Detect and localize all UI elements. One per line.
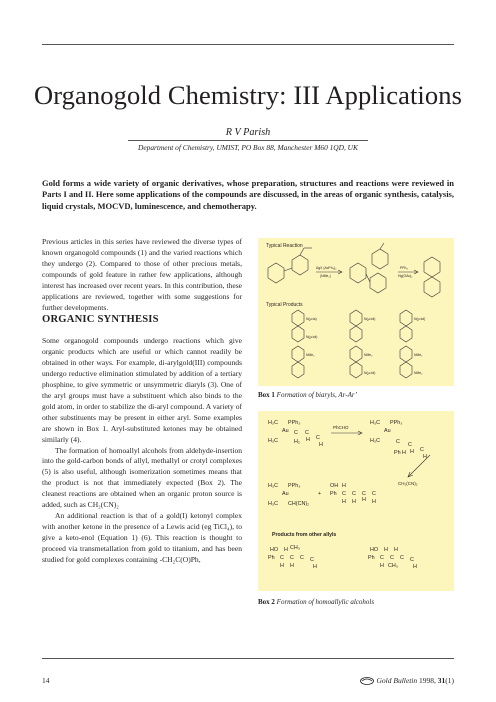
box2-caption-label: Box 2 [258, 598, 275, 606]
article-title: Organogold Chemistry: III Applications [34, 80, 462, 110]
top-rule [42, 44, 454, 45]
svg-text:H₃C: H₃C [370, 420, 380, 426]
box1-reagent-2: PPh₃ [400, 266, 408, 270]
box1-figure [258, 238, 454, 386]
svg-text:Ph: Ph [268, 555, 275, 561]
svg-text:C: C [408, 442, 412, 448]
svg-text:CH₃: CH₃ [388, 563, 398, 569]
box2-reagent: PhCHO [333, 425, 349, 430]
svg-text:PPh₃: PPh₃ [390, 420, 403, 426]
svg-text:H: H [384, 547, 388, 553]
ring-a [268, 263, 284, 283]
box1-heading-top: Typical Reaction [266, 243, 303, 249]
svg-text:OH: OH [330, 483, 339, 489]
svg-text:H₂: H₂ [294, 439, 300, 445]
body-column [42, 336, 242, 566]
box1-caption [258, 391, 357, 399]
ring-b [292, 255, 308, 275]
box1-label: NMe₂ [306, 353, 315, 357]
svg-text:H: H [402, 450, 406, 456]
bottom-rule [42, 658, 454, 659]
svg-text:PPh₃: PPh₃ [288, 483, 301, 489]
svg-text:PPh₃: PPh₃ [288, 420, 301, 426]
box2-figure [258, 411, 454, 591]
svg-text:HO: HO [370, 547, 379, 553]
svg-text:Ph: Ph [368, 555, 375, 561]
svg-text:C: C [300, 555, 304, 561]
svg-text:CH(CN)₂: CH(CN)₂ [288, 501, 310, 507]
svg-text:Au: Au [282, 428, 289, 434]
box1-label: NMe₂ [364, 353, 373, 357]
page-number: 14 [42, 676, 50, 685]
box2-caption [258, 598, 374, 606]
svg-text:CH₂(CN)₂: CH₂(CN)₂ [398, 481, 418, 486]
box2-scheme [258, 411, 454, 591]
svg-text:H: H [306, 437, 310, 443]
journal-name: Gold Bulletin [376, 676, 418, 685]
svg-text:H: H [372, 499, 376, 505]
svg-text:H₃C: H₃C [268, 483, 278, 489]
svg-text:CH₃: CH₃ [290, 545, 300, 551]
svg-text:H₃C: H₃C [268, 438, 278, 444]
svg-text:H₃C: H₃C [268, 501, 278, 507]
journal-year: 1998, [419, 676, 436, 685]
svg-text:C: C [400, 555, 404, 561]
svg-text:H: H [290, 563, 294, 569]
box1-label: NMe₂ [414, 371, 423, 375]
paragraph-3: An additional reaction is that of a gold(I) ketonyl complex with another ketone in the presence of a Lewis acid (eg TiCl₄), to give a keto-enol (Equation 1) (6). This reaction is thought to proceed via transmetallation from gold to titanium, and has been studied for gold complexes containing -CH₂C(O)Ph, [42, 511, 242, 565]
svg-text:C: C [316, 435, 320, 441]
section-heading: ORGANIC SYNTHESIS [42, 314, 159, 325]
paragraph-1: Some organogold compounds undergo reactions which give organic products which are useful or which cannot readily be obtained in other ways. For example, di-arylgold(III) compounds undergo reductive elimination stimulated by addition of a tertiary phosphine, to give symmetric or unsymmetric diaryls (3). One of the aryl groups must have a substituent which also binds to the gold atom, in order to stabilize the di-aryl compound. A variety of other substituents may be present in either aryl. Some examples are shown in Box 1. Aryl-substituted ketones may be obtained similarly (4). [42, 336, 242, 444]
svg-text:C: C [342, 491, 346, 497]
author-rule [128, 140, 368, 141]
journal-issue: (1) [445, 676, 454, 685]
box1-caption-label: Box 1 [258, 391, 275, 399]
svg-text:Ph: Ph [330, 491, 337, 497]
svg-text:C: C [305, 430, 309, 436]
svg-text:H: H [410, 449, 414, 455]
svg-text:H: H [342, 499, 346, 505]
author: R V Parish [225, 127, 271, 138]
box1-label: N(p-tol) [414, 317, 426, 321]
svg-text:C: C [352, 491, 356, 497]
svg-text:H: H [423, 454, 427, 460]
svg-text:H: H [313, 564, 317, 570]
svg-text:C: C [372, 491, 376, 497]
svg-text:Au: Au [384, 428, 391, 434]
intro-text: Previous articles in this series have reviewed the diverse types of known organogold compounds (1) and the varied reactions which they undergo (2). Compared to those of other precious metals, compounds of gold feature in rather few applications, although interest has increased over recent years. In this contribution, these applications are reviewed, together with some suggestions for further developments. [42, 237, 242, 312]
journal-footer [360, 676, 455, 685]
svg-text:H: H [394, 547, 398, 553]
intro-paragraph [42, 237, 242, 314]
svg-text:C: C [380, 555, 384, 561]
box1-scheme [258, 238, 454, 386]
svg-text:HO: HO [270, 547, 279, 553]
svg-text:C: C [396, 439, 400, 445]
abstract: Gold forms a wide variety of organic derivatives, whose preparation, structures and reactions were reviewed in Parts I and II. Here some applications of the compounds are discussed, in the areas of organic synthesis, catalysis, liquid crystals, MOCVD, luminescence, and chemotherapy. [42, 178, 454, 211]
svg-text:C: C [390, 555, 394, 561]
svg-text:+: + [318, 491, 322, 497]
svg-text:C: C [410, 557, 414, 563]
box1-reagent-1b: (NMe₂) [320, 274, 331, 278]
svg-text:Au: Au [282, 491, 289, 497]
box1-label: N(μ-tol) [364, 371, 376, 375]
svg-text:H: H [280, 563, 284, 569]
box1-label: NMe₂ [414, 353, 423, 357]
svg-text:H: H [352, 499, 356, 505]
svg-text:H: H [319, 442, 323, 448]
box1-heading-bottom: Typical Products [266, 302, 303, 308]
svg-text:C: C [280, 555, 284, 561]
svg-text:C: C [420, 447, 424, 453]
svg-text:H: H [380, 563, 384, 569]
svg-text:C: C [310, 557, 314, 563]
svg-text:Ph: Ph [394, 450, 401, 456]
svg-text:H₃C: H₃C [370, 438, 380, 444]
svg-text:C: C [290, 555, 294, 561]
svg-text:H: H [413, 564, 417, 570]
box1-reagent-2b: Hg(OAc)₂ [398, 274, 413, 278]
box1-label: N(μ-ta) [306, 317, 317, 321]
box2-heading: Products from other allyls [272, 532, 337, 538]
box1-label: N(μ-tol) [364, 317, 376, 321]
affiliation: Department of Chemistry, UMIST, PO Box 88, Manchester M60 1QD, UK [138, 143, 358, 152]
box1-reagent-1: AgX (AcPh₃)₂ [316, 266, 337, 270]
box1-label: N(μ-tol) [306, 335, 318, 339]
gold-bulletin-logo-icon [360, 677, 374, 685]
svg-text:H₃C: H₃C [268, 420, 278, 426]
box2-caption-text: Formation of homoallylic alcohols [276, 598, 375, 606]
svg-text:H: H [362, 497, 366, 503]
svg-text:C: C [362, 491, 366, 497]
paragraph-2: The formation of homoallyl alcohols from aldehyde-insertion into the gold-carbon bonds of allyl, methallyl or crotyl complexes (5) is also useful, although isomerization sometimes means that the product is not that immediately expected (Box 2). The cleanest reactions are obtained when an organic proton source is added, such as CH₂(CN)₂ [42, 445, 242, 510]
box1-caption-text: Formation of biaryls, Ar-Ar’ [276, 391, 358, 399]
svg-text:C: C [294, 430, 298, 436]
svg-text:H: H [342, 483, 346, 489]
svg-text:H: H [284, 547, 288, 553]
journal-volume: 31 [437, 676, 446, 685]
